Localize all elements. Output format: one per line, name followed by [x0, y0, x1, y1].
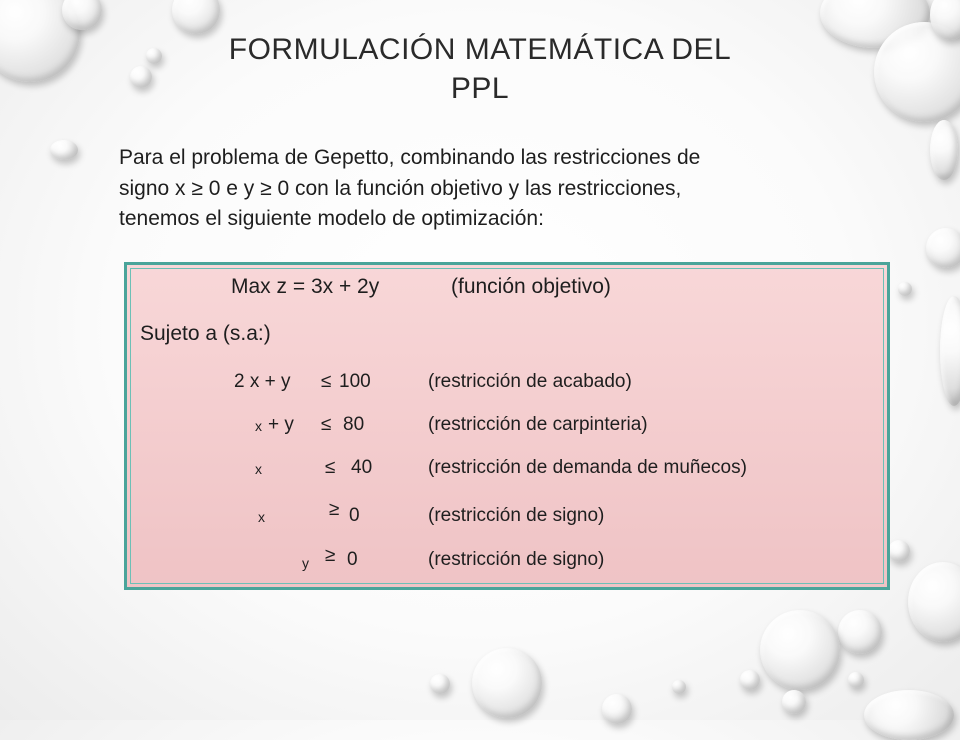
- intro-line: tenemos el siguiente modelo de optimización:: [119, 207, 544, 230]
- water-drop-decoration: [930, 120, 958, 180]
- constraint-operator: ≤: [321, 414, 332, 435]
- water-drop-decoration: [472, 648, 542, 718]
- subject-to-label: Sujeto a (s.a:): [140, 322, 271, 345]
- intro-line: signo x ≥ 0 e y ≥ 0 con la función objetivo y las restricciones,: [119, 176, 682, 200]
- water-drop-decoration: [740, 670, 760, 690]
- constraint-variable: y: [302, 555, 309, 571]
- water-drop-decoration: [172, 0, 220, 34]
- water-drop-decoration: [50, 140, 78, 160]
- constraint-note: (restricción de signo): [428, 505, 605, 526]
- objective-function: Max z = 3x + 2y: [231, 275, 380, 298]
- optimization-model-box: [124, 262, 890, 590]
- constraint-variable: x: [255, 418, 262, 434]
- water-drop-decoration: [130, 66, 152, 88]
- slide-title-line: FORMULACIÓN MATEMÁTICA DEL: [228, 33, 732, 66]
- constraint-operator: ≤: [321, 371, 332, 392]
- intro-line: Para el problema de Gepetto, combinando las restricciones de: [119, 146, 701, 169]
- constraint-note: (restricción de carpinteria): [428, 414, 648, 435]
- constraint-rhs: 80: [343, 414, 365, 435]
- constraint-operator: ≥: [329, 499, 340, 520]
- constraint-rhs: 0: [349, 505, 360, 526]
- slide-title: [180, 30, 780, 108]
- water-drop-decoration: [926, 228, 960, 268]
- water-drop-decoration: [848, 672, 864, 688]
- water-drop-decoration: [838, 610, 882, 654]
- constraint-lhs: + y: [268, 414, 294, 435]
- water-drop-decoration: [864, 690, 954, 740]
- constraint-operator: ≥: [325, 545, 336, 566]
- slide-title-line: PPL: [450, 72, 510, 105]
- constraint-variable: x: [255, 461, 262, 477]
- constraint-operator: ≤: [325, 457, 336, 478]
- constraint-variable: x: [258, 509, 265, 525]
- water-drop-decoration: [760, 610, 840, 690]
- water-drop-decoration: [898, 282, 912, 296]
- water-drop-decoration: [672, 680, 686, 694]
- water-drop-decoration: [430, 674, 450, 694]
- constraint-rhs: 40: [351, 457, 373, 478]
- water-drop-decoration: [782, 690, 806, 714]
- objective-note: (función objetivo): [451, 275, 611, 298]
- constraint-note: (restricción de acabado): [428, 371, 632, 392]
- constraint-rhs: 100: [339, 371, 371, 392]
- water-drop-decoration: [146, 48, 162, 64]
- intro-paragraph: [119, 143, 859, 235]
- constraint-lhs: 2 x + y: [234, 371, 291, 392]
- constraint-note: (restricción de demanda de muñecos): [428, 457, 747, 478]
- constraint-note: (restricción de signo): [428, 549, 605, 570]
- water-drop-decoration: [908, 562, 960, 642]
- constraint-rhs: 0: [347, 549, 358, 570]
- water-drop-decoration: [888, 540, 910, 562]
- water-drop-decoration: [940, 296, 960, 406]
